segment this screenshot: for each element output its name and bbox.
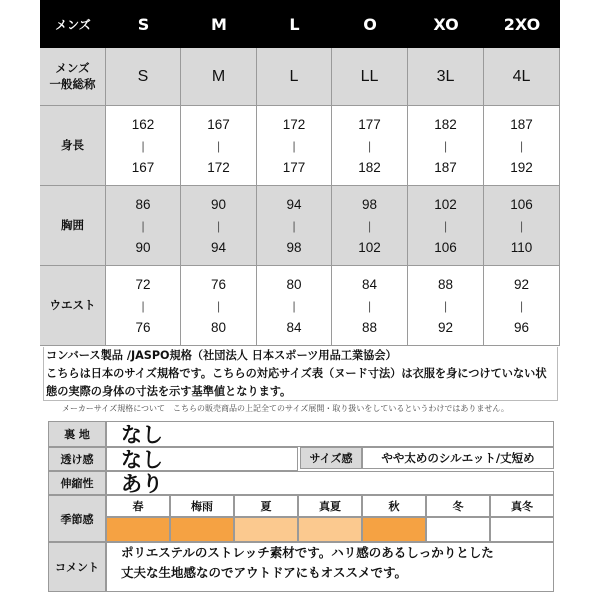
waist-max: 88 (361, 319, 378, 335)
note-line-2: こちらは日本のサイズ規格です。こちらの対応サイズ表（ヌード寸法）は衣服を身につけていない状 (46, 367, 547, 380)
range-separator: | (443, 298, 448, 313)
height-max: 172 (207, 159, 230, 175)
height-max: 167 (131, 159, 155, 175)
row-label-general (40, 48, 106, 106)
row-label-general-line1: メンズ (55, 60, 90, 75)
range-separator: | (292, 218, 296, 233)
disclaimer-note: メーカーサイズ規格について こちらの販売商品の上記全てのサイズ展開・取り扱いをしているというわけではありません。 (62, 404, 509, 413)
chest-max: 110 (510, 239, 533, 255)
chest-min: 106 (510, 196, 533, 212)
note-line-1: コンバース製品 /JASPO規格（社団法人 日本スポーツ用品工業協会） (46, 349, 397, 362)
range-separator: | (292, 138, 296, 153)
row-label-waist: ウエスト (40, 266, 106, 346)
chest-cell (181, 186, 257, 266)
general-cell-xo: 3L (408, 48, 484, 106)
season-autumn-bar (362, 517, 426, 542)
range-separator: | (367, 298, 372, 313)
range-separator: | (519, 138, 524, 153)
range-separator: | (216, 138, 221, 153)
sheer-value: なし (106, 447, 298, 471)
chest-cell (106, 186, 181, 266)
range-separator: | (519, 218, 524, 233)
range-separator: | (519, 298, 524, 313)
waist-cell (257, 266, 332, 346)
row-label-general-line2: 一般総称 (49, 76, 96, 91)
height-cell (257, 106, 332, 186)
fit-label: サイズ感 (300, 447, 362, 469)
lining-label: 裏 地 (48, 421, 106, 447)
season-spring-bar (106, 517, 170, 542)
waist-min: 92 (513, 276, 530, 292)
waist-min: 76 (210, 276, 227, 292)
chest-cell (408, 186, 484, 266)
range-separator: | (216, 218, 221, 233)
season-winter-bar (426, 517, 490, 542)
chest-max: 98 (286, 239, 302, 255)
general-cell-o: LL (332, 48, 408, 106)
season-midsummer-bar (298, 517, 362, 542)
range-separator: | (141, 218, 145, 233)
season-spring-label: 春 (106, 495, 170, 517)
season-rainy-bar (170, 517, 234, 542)
height-min: 167 (207, 116, 230, 132)
height-cell (332, 106, 408, 186)
waist-cell (408, 266, 484, 346)
waist-max: 96 (513, 319, 530, 335)
waist-min: 72 (135, 276, 151, 292)
comment-value (106, 542, 554, 592)
season-midwinter-label: 真冬 (490, 495, 554, 517)
size-table (40, 0, 560, 348)
waist-min: 80 (286, 276, 302, 292)
comment-line-2: 丈夫な生地感なのでアウトドアにもオススメです。 (121, 565, 408, 580)
height-cell (106, 106, 181, 186)
sheer-label: 透け感 (48, 447, 106, 471)
general-cell-m: M (181, 48, 257, 106)
waist-min: 88 (437, 276, 454, 292)
row-label-chest: 胸囲 (40, 186, 106, 266)
comment-line-1: ポリエステルのストレッチ素材です。ハリ感のあるしっかりとした (121, 545, 494, 560)
height-max: 192 (510, 159, 533, 175)
waist-min: 84 (361, 276, 378, 292)
height-min: 162 (131, 116, 155, 132)
header-size-l: L (257, 0, 332, 48)
note-line-3: 態の実際の身体の寸法を示す基準値となります。 (46, 385, 292, 398)
waist-cell (484, 266, 560, 346)
fit-value: やや太めのシルエット/丈短め (362, 447, 554, 469)
height-max: 187 (434, 159, 457, 175)
waist-max: 76 (135, 319, 151, 335)
height-cell (408, 106, 484, 186)
size-standard-notes (43, 347, 558, 401)
waist-max: 92 (437, 319, 454, 335)
waist-max: 80 (210, 319, 227, 335)
height-min: 182 (434, 116, 457, 132)
stretch-value: あり (106, 471, 554, 495)
general-cell-s: S (106, 48, 181, 106)
height-cell (181, 106, 257, 186)
height-max: 177 (282, 159, 306, 175)
chest-cell (484, 186, 560, 266)
header-size-2xo: 2XO (484, 0, 560, 48)
header-size-o: O (332, 0, 408, 48)
row-label-height: 身長 (40, 106, 106, 186)
waist-cell (332, 266, 408, 346)
range-separator: | (216, 298, 221, 313)
comment-label: コメント (48, 542, 106, 592)
chest-min: 86 (135, 196, 151, 212)
height-min: 187 (510, 116, 533, 132)
range-separator: | (443, 138, 448, 153)
season-winter-label: 冬 (426, 495, 490, 517)
season-summer-bar (234, 517, 298, 542)
range-separator: | (141, 138, 145, 153)
range-separator: | (443, 218, 448, 233)
range-separator: | (292, 298, 296, 313)
height-max: 182 (358, 159, 381, 175)
header-size-xo: XO (408, 0, 484, 48)
range-separator: | (141, 298, 145, 313)
chest-min: 98 (361, 196, 378, 212)
range-separator: | (367, 218, 372, 233)
header-label: メンズ (40, 0, 106, 48)
chest-max: 102 (358, 239, 381, 255)
chest-min: 94 (286, 196, 302, 212)
header-size-s: S (106, 0, 181, 48)
chest-max: 90 (135, 239, 151, 255)
general-cell-2xo: 4L (484, 48, 560, 106)
chest-max: 106 (434, 239, 457, 255)
stretch-label: 伸縮性 (48, 471, 106, 495)
season-midwinter-bar (490, 517, 554, 542)
general-cell-l: L (257, 48, 332, 106)
season-label: 季節感 (48, 495, 106, 542)
chest-cell (332, 186, 408, 266)
header-size-m: M (181, 0, 257, 48)
waist-max: 84 (286, 319, 302, 335)
waist-cell (181, 266, 257, 346)
season-summer-label: 夏 (234, 495, 298, 517)
chest-min: 102 (434, 196, 457, 212)
season-rainy-label: 梅雨 (170, 495, 234, 517)
season-midsummer-label: 真夏 (298, 495, 362, 517)
lining-value: なし (106, 421, 554, 447)
range-separator: | (367, 138, 372, 153)
height-min: 177 (358, 116, 381, 132)
height-cell (484, 106, 560, 186)
chest-max: 94 (210, 239, 227, 255)
waist-cell (106, 266, 181, 346)
height-min: 172 (282, 116, 306, 132)
chest-min: 90 (210, 196, 227, 212)
chest-cell (257, 186, 332, 266)
season-autumn-label: 秋 (362, 495, 426, 517)
